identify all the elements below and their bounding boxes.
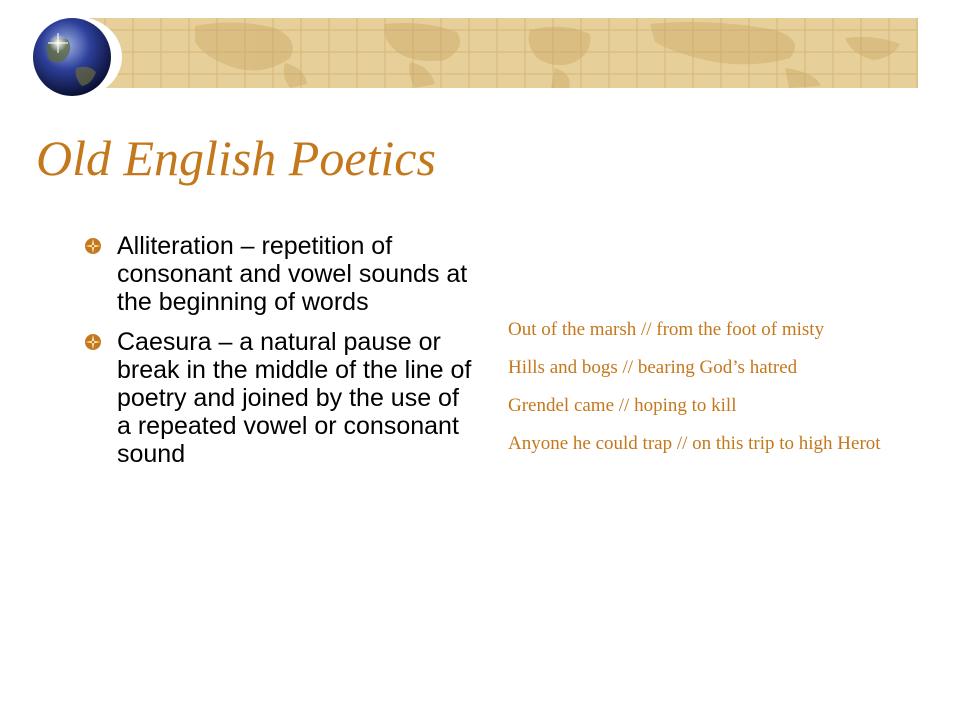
poem-line: Out of the marsh // from the foot of misty <box>508 319 825 340</box>
poem-excerpt <box>508 318 928 470</box>
bullet-text: Caesura – a natural pause or break in the middle of the line of poetry and joined by the use of a repeated vowel or consonant sound <box>117 328 472 468</box>
compass-bullet-icon <box>84 237 102 255</box>
bullet-list <box>84 232 474 480</box>
poem-line: Grendel came // hoping to kill <box>508 395 737 416</box>
poem-line: Anyone he could trap // on this trip to high Herot <box>508 433 881 454</box>
bullet-text: Alliteration – repetition of consonant and vowel sounds at the beginning of words <box>117 232 468 316</box>
compass-bullet-icon <box>84 333 102 351</box>
poem-line: Hills and bogs // bearing God’s hatred <box>508 357 798 378</box>
world-map-banner <box>85 18 918 88</box>
slide-title: Old English Poetics <box>36 130 436 186</box>
globe-icon <box>26 10 126 100</box>
bullet-item-caesura <box>84 328 474 468</box>
bullet-item-alliteration <box>84 232 474 316</box>
